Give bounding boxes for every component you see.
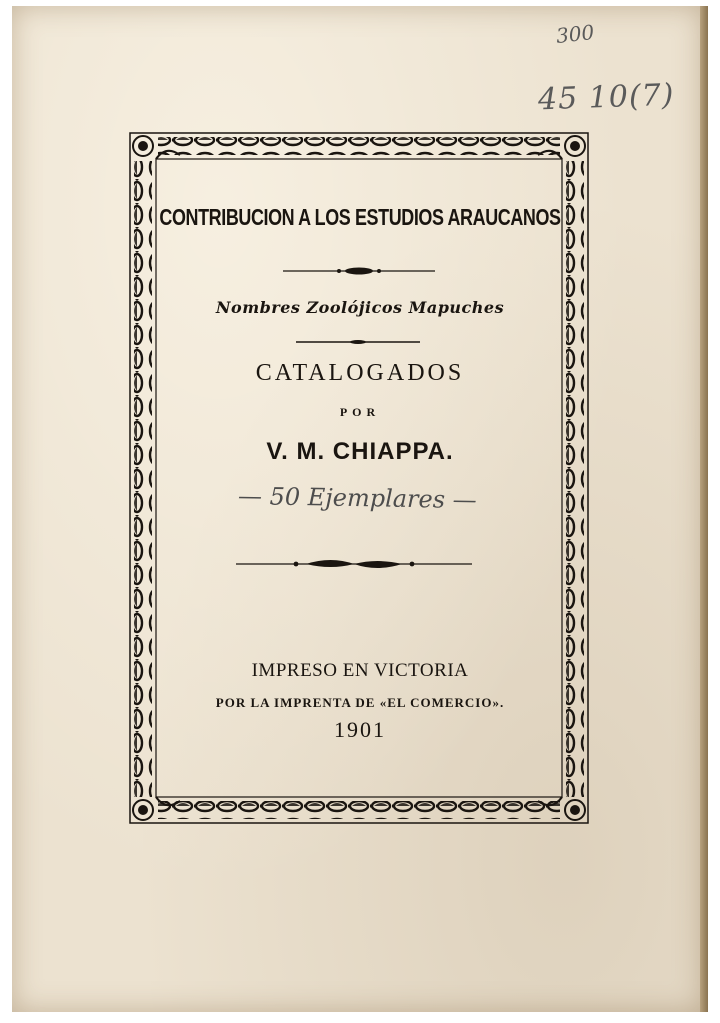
by-label: POR	[339, 405, 381, 419]
handwritten-catalog-code: 45 10(7)	[537, 77, 675, 118]
subtitle: Nombres Zoolójicos Mapuches	[215, 298, 505, 317]
printer-line: POR LA IMPRENTA DE «EL COMERCIO».	[215, 695, 505, 710]
handwritten-copies-note: — 50 Ejemplares —	[237, 481, 477, 515]
publication-year: 1901	[334, 717, 386, 742]
author-name: V. M. CHIAPPA.	[266, 438, 454, 465]
printed-in: IMPRESO EN VICTORIA	[251, 660, 469, 681]
divider-ornament	[283, 265, 435, 277]
title: CONTRIBUCION A LOS ESTUDIOS ARAUCANOS	[159, 204, 561, 230]
page-edge	[700, 6, 708, 1012]
handwritten-number: 300	[554, 20, 596, 48]
catalogued-heading: CATALOGADOS	[255, 360, 465, 386]
divider-ornament-large	[236, 556, 472, 572]
divider-line	[296, 338, 420, 346]
